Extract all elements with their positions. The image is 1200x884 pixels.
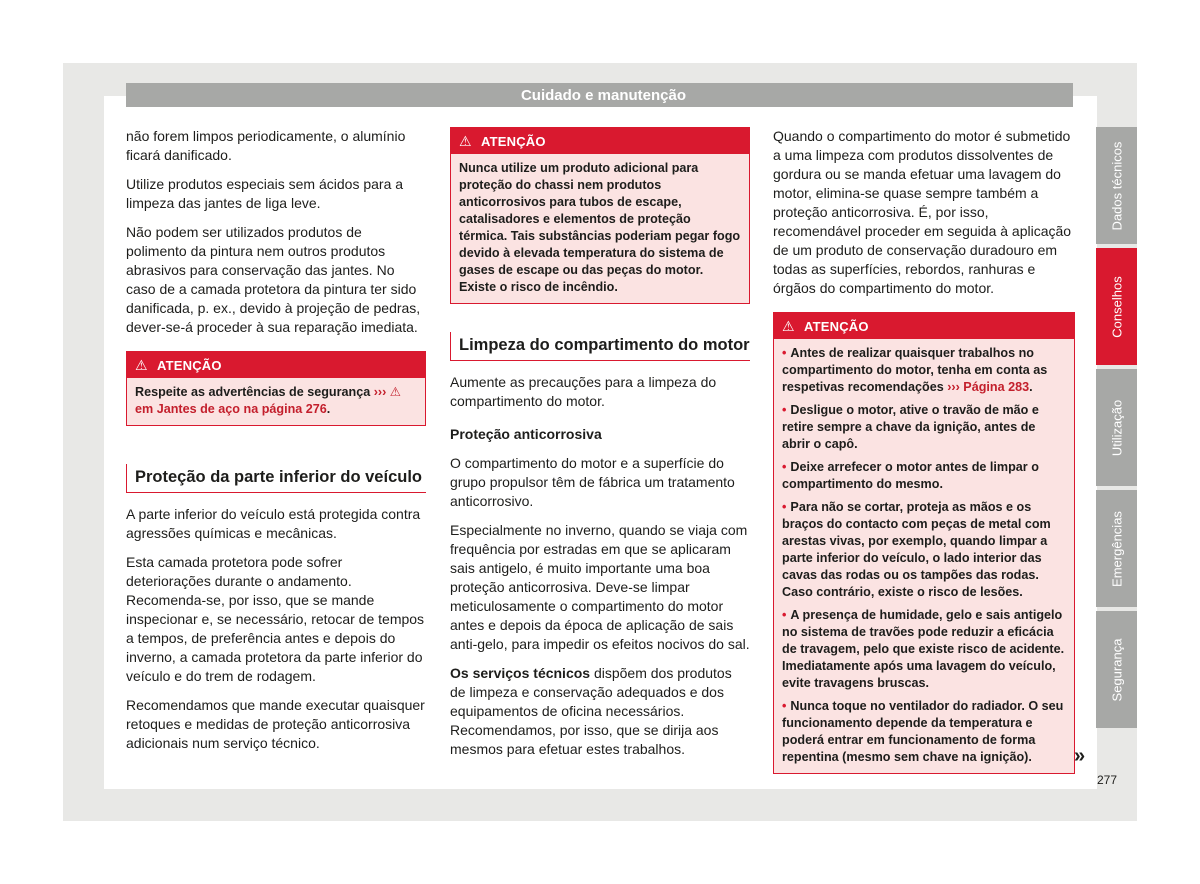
list-item	[782, 499, 1066, 601]
warning-label: ATENÇÃO	[804, 319, 869, 334]
paragraph	[450, 664, 750, 759]
list-item-text: Nunca toque no ventilador do radiador. O seu funcionamento depende da temperatura e poderá entrar em funcionamento de forma repentina (mesmo sem chave na ignição).	[782, 699, 1064, 764]
paragraph-rest: dispõem dos produtos de limpeza e conservação adequados e dos equipamentos de oficina necessários. Recomendamos, por isso, que se dirija aos mesmos para efetuar estes trabalhos.	[450, 665, 732, 757]
warning-box	[773, 312, 1075, 774]
warning-box	[450, 127, 750, 304]
tab-emergencias[interactable]	[1096, 490, 1137, 607]
tab-conselhos[interactable]	[1096, 248, 1137, 365]
list-item-text: Desligue o motor, ative o travão de mão e retire sempre a chave da ignição, antes de abrir o capô.	[782, 403, 1039, 451]
list-item-end: .	[1029, 380, 1033, 394]
list-item-text: Antes de realizar quaisquer trabalhos no compartimento do motor, tenha em conta as respetivas recomendações	[782, 346, 1048, 394]
bullet-icon: •	[782, 460, 787, 474]
warning-triangle-icon: ⚠	[459, 133, 472, 149]
page-number: 277	[1097, 773, 1118, 787]
column-3	[773, 127, 1075, 784]
paragraph: Utilize produtos especiais sem ácidos para a limpeza das jantes de liga leve.	[126, 176, 404, 211]
warning-list	[774, 339, 1074, 773]
list-item	[782, 459, 1066, 493]
list-item	[782, 345, 1066, 396]
warning-header	[127, 352, 425, 378]
paragraph: Não podem ser utilizados produtos de polimento da pintura nem outros produtos abrasivos para conservação das jantes. No caso de a camada protetora da pintura ter sido danificada, p. ex., devido à projeção de pedras, dever-se-á proceder à sua reparação imediata.	[126, 224, 421, 335]
warning-label: ATENÇÃO	[481, 134, 546, 149]
list-item-text: Para não se cortar, proteja as mãos e os braços do contacto com peças de metal com arestas vivas, por exemplo, quando limpar a parte inferior do veículo, o lado interior das cavas das rodas ou os tampões das rodas. Caso contrário, existe o risco de lesões.	[782, 500, 1051, 599]
column-2	[450, 127, 750, 769]
list-item-text: Deixe arrefecer o motor antes de limpar o compartimento do mesmo.	[782, 460, 1039, 491]
chapter-header: Cuidado e manutenção	[126, 83, 1073, 107]
list-item-text: A presença de humidade, gelo e sais antigelo no sistema de travões pode reduzir a eficácia de travagem, pelo que existe risco de acidente. Imediatamente após uma lavagem do veículo, evite travagens bruscas.	[782, 608, 1065, 690]
paragraph: Esta camada protetora pode sofrer deteriorações durante o andamento. Recomenda-se, por isso, que se mande inspecionar e, se necessário, retocar de tempos a tempos, de preferência antes e depois do inverno, a camada protetora da parte inferior do veículo e do trem de rodagem.	[126, 554, 425, 684]
tab-label: Utilização	[1109, 399, 1124, 456]
list-item	[782, 402, 1066, 453]
tab-seguranca[interactable]	[1096, 611, 1137, 728]
warning-box	[126, 351, 426, 426]
paragraph: não forem limpos periodicamente, o alumínio ficará danificado.	[126, 128, 406, 163]
continuation-icon: »	[1074, 745, 1086, 767]
warning-header	[774, 313, 1074, 339]
chapter-tabs	[1096, 127, 1137, 732]
warning-text-main: Respeite as advertências de segurança	[135, 385, 371, 399]
tab-label: Conselhos	[1109, 275, 1124, 338]
paragraph: Recomendamos que mande executar quaisquer retoques e medidas de proteção anticorrosiva adicionais num serviço técnico.	[126, 697, 425, 751]
cross-reference-link[interactable]: ››› ⚠ em Jantes de aço na página 276	[135, 385, 402, 416]
paragraph: A parte inferior do veículo está protegida contra agressões químicas e mecânicas.	[126, 506, 421, 541]
bullet-icon: •	[782, 500, 787, 514]
bullet-icon: •	[782, 403, 787, 417]
cross-reference-link[interactable]: ››› Página 283	[947, 380, 1030, 394]
tab-label: Segurança	[1109, 638, 1124, 701]
warning-triangle-icon: ⚠	[135, 357, 148, 373]
bullet-icon: •	[782, 346, 787, 360]
list-item	[782, 698, 1066, 766]
paragraph: O compartimento do motor e a superfície do grupo propulsor têm de fábrica um tratamento anticorrosivo.	[450, 455, 735, 509]
paragraph: Quando o compartimento do motor é submetido a uma limpeza com produtos dissolventes de gordura ou se manda efetuar uma lavagem do motor, elimina-se quase sempre também a proteção anticorrosiva. É, por isso, recomendável proceder em seguida à aplicação de um produto de conservação duradouro em todas as superfícies, rebordos, ranhuras e órgãos do compartimento do motor.	[773, 128, 1072, 296]
bullet-icon: •	[782, 699, 787, 713]
list-item	[782, 607, 1066, 692]
section-title: Limpeza do compartimento do motor	[450, 332, 750, 361]
warning-text	[127, 378, 425, 425]
tab-label: Emergências	[1109, 510, 1124, 587]
bullet-icon: •	[782, 608, 787, 622]
warning-triangle-icon: ⚠	[782, 318, 795, 334]
paragraph: Especialmente no inverno, quando se viaja com frequência por estradas em que se aplicaram sais antigelo, é muito importante uma boa proteção anticorrosiva. Deve-se limpar meticulosamente o compartimento do motor antes e depois da época de aplicação de sais anti-gelo, para impedir os efeitos nocivos do sal.	[450, 522, 750, 652]
tab-label: Dados técnicos	[1109, 141, 1124, 230]
column-1	[126, 127, 426, 763]
tab-dados-tecnicos[interactable]	[1096, 127, 1137, 244]
subsection-title: Proteção anticorrosiva	[450, 426, 602, 442]
warning-text: Nunca utilize um produto adicional para proteção do chassi nem produtos anticorrosivos para tubos de escape, catalisadores e elementos de proteção térmica. Tais substâncias poderiam pegar fogo devido à elevada temperatura do sistema de gases de escape ou das peças do motor. Existe o risco de incêndio.	[459, 161, 741, 294]
warning-label: ATENÇÃO	[157, 358, 222, 373]
bold-phrase: Os serviços técnicos	[450, 665, 591, 681]
warning-text-end: .	[326, 402, 331, 416]
section-title: Proteção da parte inferior do veículo	[126, 464, 426, 493]
warning-header	[451, 128, 749, 154]
paragraph: Aumente as precauções para a limpeza do compartimento do motor.	[450, 374, 717, 409]
tab-utilizacao[interactable]	[1096, 369, 1137, 486]
